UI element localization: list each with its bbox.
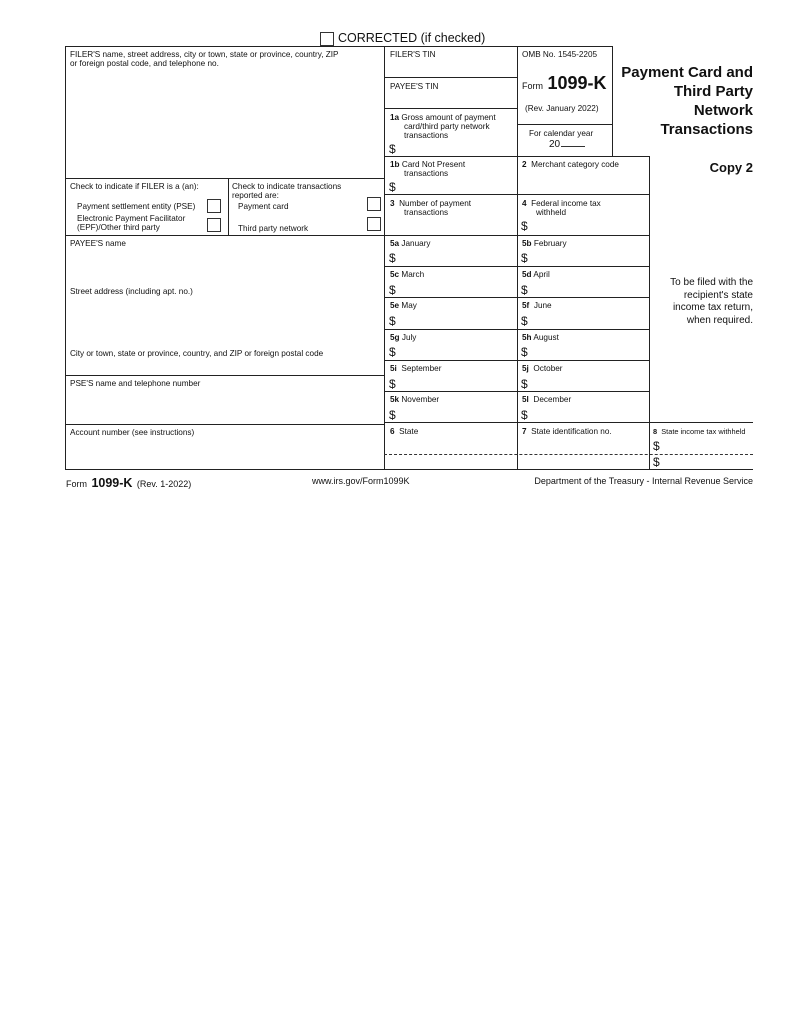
payee-street-label: Street address (including apt. no.) xyxy=(70,287,193,296)
box-5l-dollar: $ xyxy=(521,408,528,422)
box-5a-dollar: $ xyxy=(389,251,396,265)
payee-name-label: PAYEE'S name xyxy=(70,239,126,248)
box-1b-label: 1b Card Not Present transactions xyxy=(390,160,466,178)
box-5b-label: 5b February xyxy=(522,239,567,248)
form-number-line xyxy=(517,124,612,125)
box-5g-label: 5g July xyxy=(390,333,417,342)
form-number-header: Form 1099-K xyxy=(522,73,607,93)
form-revision: (Rev. January 2022) xyxy=(525,104,599,113)
state-row-line xyxy=(649,422,753,423)
box-7-label: 7 State identification no. xyxy=(522,427,612,436)
box-1b-dollar: $ xyxy=(389,180,396,194)
box-5e-label: 5e May xyxy=(390,301,417,310)
third-party-checkbox[interactable] xyxy=(367,217,381,231)
box-5c-dollar: $ xyxy=(389,283,396,297)
account-label: Account number (see instructions) xyxy=(70,428,195,437)
box-5h-dollar: $ xyxy=(521,345,528,359)
mid-line-c xyxy=(384,194,649,195)
copy-label: Copy 2 xyxy=(709,160,753,175)
footer-form-id: Form 1099-K (Rev. 1-2022) xyxy=(66,476,192,490)
box-2-label: 2 Merchant category code xyxy=(522,160,619,169)
box-5k-label: 5k November xyxy=(390,395,440,404)
mid-line-b xyxy=(384,156,649,157)
col-divider-1 xyxy=(384,46,385,470)
epf-label: Electronic Payment Facilitator (EPF)/Other third party xyxy=(77,214,186,232)
box-5h-label: 5h August xyxy=(522,333,559,342)
mid-line-g xyxy=(384,329,649,330)
box-5i-label: 5i September xyxy=(390,364,442,373)
box-5l-label: 5l December xyxy=(522,395,572,404)
box-5d-label: 5d April xyxy=(522,270,550,279)
box-5f-label: 5f June xyxy=(522,301,552,310)
corrected-checkbox[interactable] xyxy=(320,32,334,46)
calendar-year-field[interactable]: 20 xyxy=(549,139,585,150)
footer-department: Department of the Treasury - Internal Revenue Service xyxy=(534,476,753,486)
box-8-dollar-1: $ xyxy=(653,439,660,453)
filer-name-label: FILER'S name, street address, city or town, state or province, country, ZIP or foreign postal code, and telephone no. xyxy=(70,50,339,68)
state-dashed-line xyxy=(384,454,753,455)
epf-checkbox[interactable] xyxy=(207,218,221,232)
col-divider-2 xyxy=(517,46,518,470)
mid-line-f xyxy=(384,297,649,298)
third-party-label: Third party network xyxy=(238,224,309,233)
mid-line-h xyxy=(384,360,649,361)
payment-card-checkbox[interactable] xyxy=(367,197,381,211)
box-8-dollar-2: $ xyxy=(653,455,660,469)
payment-card-label: Payment card xyxy=(238,202,289,211)
pse-checkbox[interactable] xyxy=(207,199,221,213)
form-top-border xyxy=(65,46,612,47)
box-5a-label: 5a January xyxy=(390,239,431,248)
filer-name-field[interactable] xyxy=(68,74,380,174)
type-divider xyxy=(228,178,229,235)
payee-tin-label: PAYEE'S TIN xyxy=(390,82,439,91)
filer-bottom-line xyxy=(65,178,385,179)
corrected-label: CORRECTED (if checked) xyxy=(338,31,486,45)
payee-city-label: City or town, state or province, country, and ZIP or foreign postal code xyxy=(70,349,324,358)
mid-line-d xyxy=(384,235,649,236)
mid-line-a xyxy=(384,108,517,109)
footer-url[interactable]: www.irs.gov/Form1099K xyxy=(312,476,410,486)
pse-bottom-line xyxy=(65,424,385,425)
box-5j-label: 5j October xyxy=(522,364,563,373)
tin-divider-line xyxy=(384,77,517,78)
box-8-label: 8 State income tax withheld xyxy=(653,427,746,436)
box-5e-dollar: $ xyxy=(389,314,396,328)
omb-number: OMB No. 1545-2205 xyxy=(522,50,598,59)
filing-note: To be filed with the recipient's state income tax return, when required. xyxy=(670,277,753,326)
pse-label: Payment settlement entity (PSE) xyxy=(77,202,196,211)
box-5j-dollar: $ xyxy=(521,377,528,391)
box-5c-label: 5c March xyxy=(390,270,425,279)
box-1a-dollar: $ xyxy=(389,142,396,156)
box-5i-dollar: $ xyxy=(389,377,396,391)
filer-tin-label: FILER'S TIN xyxy=(390,50,436,59)
form-left-border xyxy=(65,46,66,470)
box-5g-dollar: $ xyxy=(389,345,396,359)
box-1a-label: 1a Gross amount of payment card/third party network transactions xyxy=(390,113,496,140)
box-4-dollar: $ xyxy=(521,219,528,233)
city-bottom-line xyxy=(65,375,385,376)
box-5d-dollar: $ xyxy=(521,283,528,297)
box-5b-dollar: $ xyxy=(521,251,528,265)
form-title: Payment Card and Third Party Network Transactions xyxy=(621,64,753,138)
type-bottom-line xyxy=(65,235,385,236)
filer-type-label: Check to indicate if FILER is a (an): xyxy=(70,182,199,191)
transactions-label: Check to indicate transactions reported are: xyxy=(232,182,342,200)
box-3-label: 3 Number of payment transactions xyxy=(390,199,472,217)
box-5f-dollar: $ xyxy=(521,314,528,328)
pse-name-label: PSE'S name and telephone number xyxy=(70,379,201,388)
box-6-label: 6 State xyxy=(390,427,419,436)
mid-line-i xyxy=(384,391,649,392)
calendar-year-label: For calendar year xyxy=(529,129,594,138)
box-4-label: 4 Federal income tax withheld xyxy=(522,199,601,217)
mid-line-j xyxy=(384,422,649,423)
mid-line-e xyxy=(384,266,649,267)
box-5k-dollar: $ xyxy=(389,408,396,422)
